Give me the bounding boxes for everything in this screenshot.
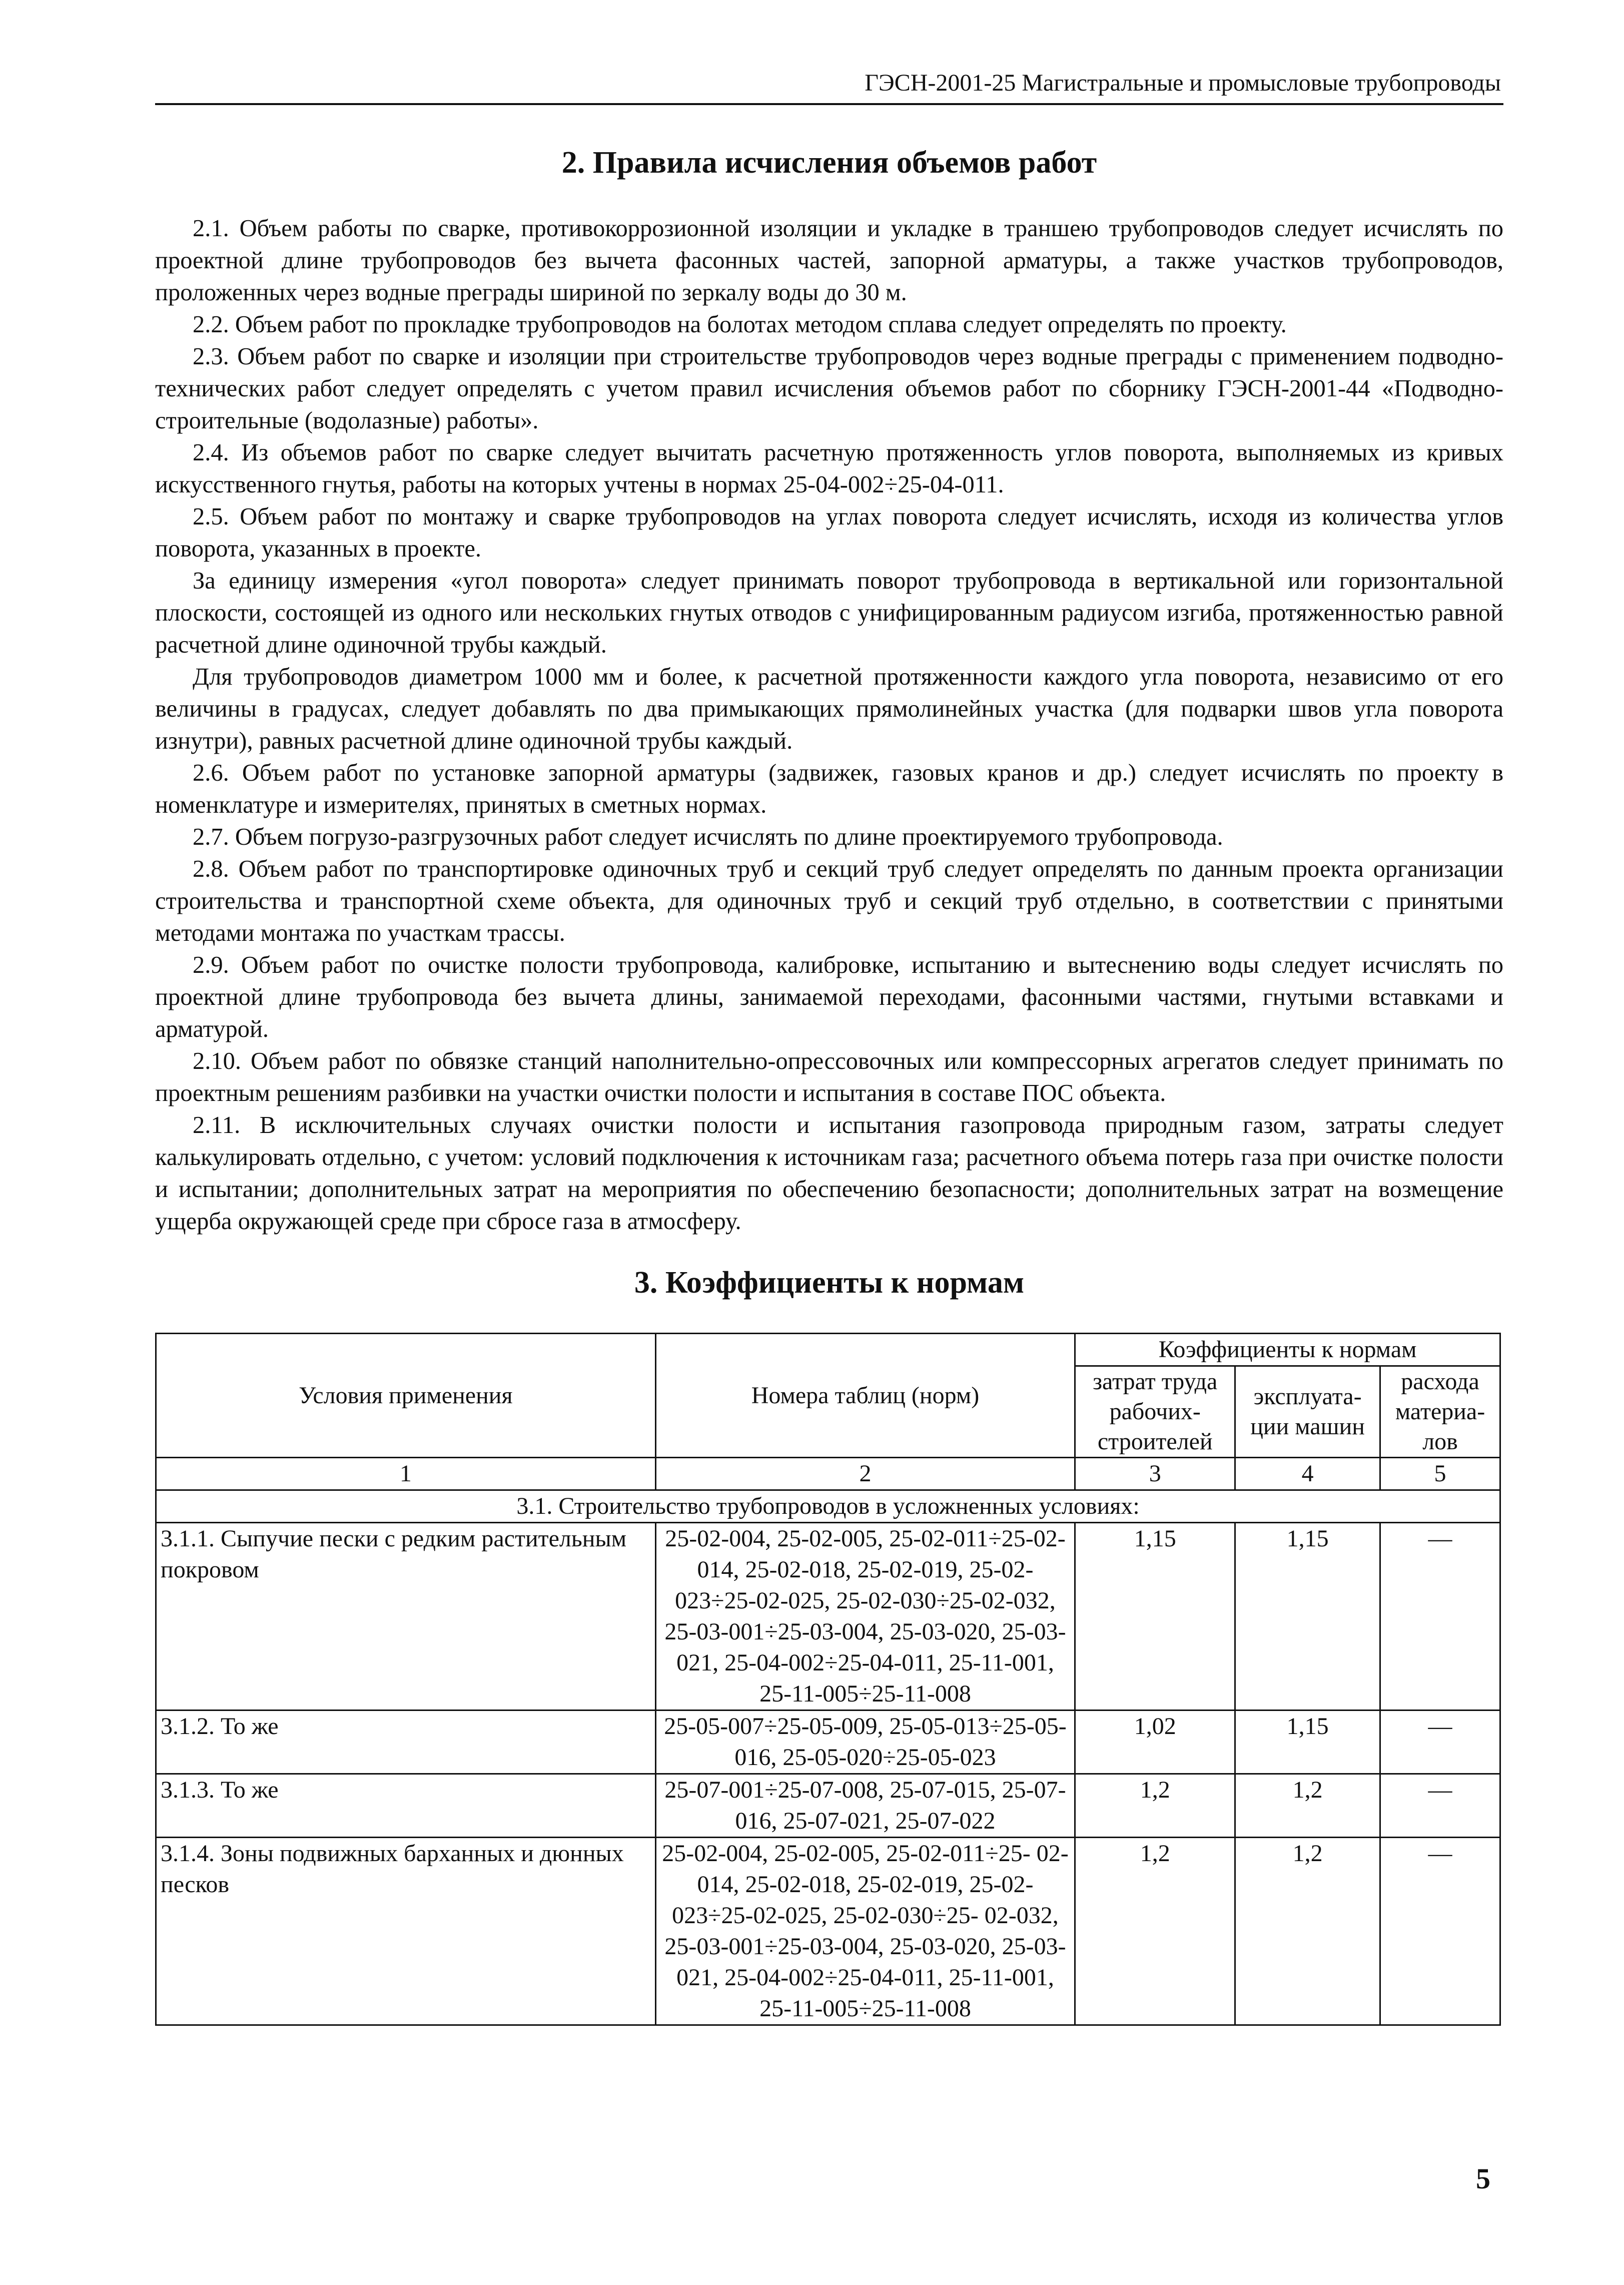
- table-group-row: [156, 1490, 1500, 1523]
- materials-coefficient-cell: —: [1380, 1774, 1500, 1838]
- column-number: 5: [1380, 1458, 1500, 1490]
- header-conditions: Условия применения: [156, 1334, 656, 1458]
- paragraph-2-6: 2.6. Объем работ по установке запорной арматуры (задвижек, газовых кранов и др.) следует исчислять по проекту в номенклатуре и измерителях, принятых в сметных нормах.: [155, 760, 1503, 818]
- paragraph-2-1: 2.1. Объем работы по сварке, противокоррозионной изоляции и укладке в траншею трубопроводов следует исчислять по проектной длине трубопроводов без вычета фасонных частей, запорной арматуры, а также участков трубопроводов, проложенных через водные преграды шириной по зеркалу воды до 30 м.: [155, 215, 1503, 306]
- paragraph-2-5: 2.5. Объем работ по монтажу и сварке трубопроводов на углах поворота следует исчислять, исходя из количества углов поворота, указанных в проекте.: [155, 503, 1503, 562]
- header-machines: эксплуата-ции машин: [1235, 1366, 1380, 1458]
- machines-coefficient-cell: 1,15: [1235, 1523, 1380, 1710]
- section-2-title: 2. Правила исчисления объемов работ: [561, 146, 1097, 180]
- machines-coefficient-cell: 1,15: [1235, 1710, 1380, 1774]
- section-3-title: 3. Коэффициенты к нормам: [634, 1266, 1025, 1300]
- section-2-body: [155, 213, 1503, 1238]
- condition-cell: 3.1.4. Зоны подвижных барханных и дюнных песков: [156, 1838, 656, 2025]
- condition-cell: 3.1.3. То же: [156, 1774, 656, 1838]
- table-header-row-1: [156, 1334, 1500, 1366]
- header-labor: затрат труда рабочих-строителей: [1075, 1366, 1235, 1458]
- table-row: [156, 1838, 1500, 2025]
- labor-coefficient-cell: 1,2: [1075, 1774, 1235, 1838]
- labor-coefficient-cell: 1,02: [1075, 1710, 1235, 1774]
- machines-coefficient-cell: 1,2: [1235, 1838, 1380, 2025]
- materials-coefficient-cell: —: [1380, 1523, 1500, 1710]
- table-numbers-cell: 25-02-004, 25-02-005, 25-02-011÷25- 02-014, 25-02-018, 25-02-019, 25-02-023÷25-02-025, 25-02-030÷25- 02-032, 25-03-001÷25-03-004, 25-03-020, 25-03-021, 25-04-002÷25-04-011, 25-11-001, 25-11-005÷25-11-008: [655, 1838, 1075, 2025]
- coefficients-table: [155, 1333, 1501, 2026]
- paragraph-2-5-unit: За единицу измерения «угол поворота» следует принимать поворот трубопровода в вертикальной или горизонтальной плоскости, состоящей из одного или нескольких гнутых отводов с унифицированным радиусом изгиба, протяженностью равной расчетной длине одиночной трубы каждый.: [155, 567, 1503, 658]
- condition-cell: 3.1.1. Сыпучие пески с редким растительным покровом: [156, 1523, 656, 1710]
- table-column-numbers-row: [156, 1458, 1500, 1490]
- paragraph-2-5-diameter: Для трубопроводов диаметром 1000 мм и более, к расчетной протяженности каждого угла поворота, независимо от его величины в градусах, следует добавлять по два примыкающих прямолинейных участка (для подварки швов угла поворота изнутри), равных расчетной длине одиночной трубы каждый.: [155, 664, 1503, 754]
- paragraph-2-2: 2.2. Объем работ по прокладке трубопроводов на болотах методом сплава следует определять по проекту.: [193, 311, 1287, 338]
- table-row: [156, 1774, 1500, 1838]
- table-numbers-cell: 25-02-004, 25-02-005, 25-02-011÷25-02-014, 25-02-018, 25-02-019, 25-02-023÷25-02-025, 25-02-030÷25-02-032, 25-03-001÷25-03-004, 25-03-020, 25-03-021, 25-04-002÷25-04-011, 25-11-001, 25-11-005÷25-11-008: [655, 1523, 1075, 1710]
- table-numbers-cell: 25-05-007÷25-05-009, 25-05-013÷25-05-016, 25-05-020÷25-05-023: [655, 1710, 1075, 1774]
- column-number: 4: [1235, 1458, 1380, 1490]
- paragraph-2-8: 2.8. Объем работ по транспортировке одиночных труб и секций труб следует определять по данным проекта организации строительства и транспортной схеме объекта, для одиночных труб и секций труб отдельно, в соответствии с принятыми методами монтажа по участкам трассы.: [155, 856, 1503, 946]
- column-number: 3: [1075, 1458, 1235, 1490]
- paragraph-2-11: 2.11. В исключительных случаях очистки полости и испытания газопровода природным газом, затраты следует калькулировать отдельно, с учетом: условий подключения к источникам газа; расчетного объема потерь газа при очистке полости и испытании; дополнительных затрат на мероприятия по обеспечению безопасности; дополнительных затрат на возмещение ущерба окружающей среде при сбросе газа в атмосферу.: [155, 1112, 1503, 1235]
- table-row: [156, 1710, 1500, 1774]
- header-rule: [155, 103, 1503, 105]
- paragraph-2-7: 2.7. Объем погрузо-разгрузочных работ следует исчислять по длине проектируемого трубопровода.: [193, 824, 1223, 850]
- paragraph-2-10: 2.10. Объем работ по обвязке станций наполнительно-опрессовочных или компрессорных агрегатов следует принимать по проектным решениям разбивки на участки очистки полости и испытания в составе ПОС объекта.: [155, 1048, 1503, 1106]
- labor-coefficient-cell: 1,2: [1075, 1838, 1235, 2025]
- table-numbers-cell: 25-07-001÷25-07-008, 25-07-015, 25-07-016, 25-07-021, 25-07-022: [655, 1774, 1075, 1838]
- materials-coefficient-cell: —: [1380, 1838, 1500, 2025]
- group-heading-3-1: 3.1. Строительство трубопроводов в усложненных условиях:: [156, 1490, 1500, 1523]
- paragraph-2-4: 2.4. Из объемов работ по сварке следует вычитать расчетную протяженность углов поворота, выполняемых из кривых искусственного гнутья, работы на которых учтены в нормах 25-04-002÷25-04-011.: [155, 439, 1503, 498]
- materials-coefficient-cell: —: [1380, 1710, 1500, 1774]
- column-number: 1: [156, 1458, 656, 1490]
- header-table-numbers: Номера таблиц (норм): [655, 1334, 1075, 1458]
- header-materials: расхода материа-лов: [1380, 1366, 1500, 1458]
- page-number: 5: [1476, 2162, 1490, 2195]
- condition-cell: 3.1.2. То же: [156, 1710, 656, 1774]
- paragraph-2-3: 2.3. Объем работ по сварке и изоляции при строительстве трубопроводов через водные преграды с применением подводно-технических работ следует определять с учетом правил исчисления объемов работ по сборнику ГЭСН-2001-44 «Подводно-строительные (водолазные) работы».: [155, 343, 1503, 434]
- table-row: [156, 1523, 1500, 1710]
- running-header: ГЭСН-2001-25 Магистральные и промысловые трубопроводы: [865, 70, 1501, 96]
- machines-coefficient-cell: 1,2: [1235, 1774, 1380, 1838]
- paragraph-2-9: 2.9. Объем работ по очистке полости трубопровода, калибровке, испытанию и вытеснению воды следует исчислять по проектной длине трубопровода без вычета длины, занимаемой переходами, фасонными частями, гнутыми вставками и арматурой.: [155, 952, 1503, 1042]
- labor-coefficient-cell: 1,15: [1075, 1523, 1235, 1710]
- header-coefficients-group: Коэффициенты к нормам: [1075, 1334, 1500, 1366]
- column-number: 2: [655, 1458, 1075, 1490]
